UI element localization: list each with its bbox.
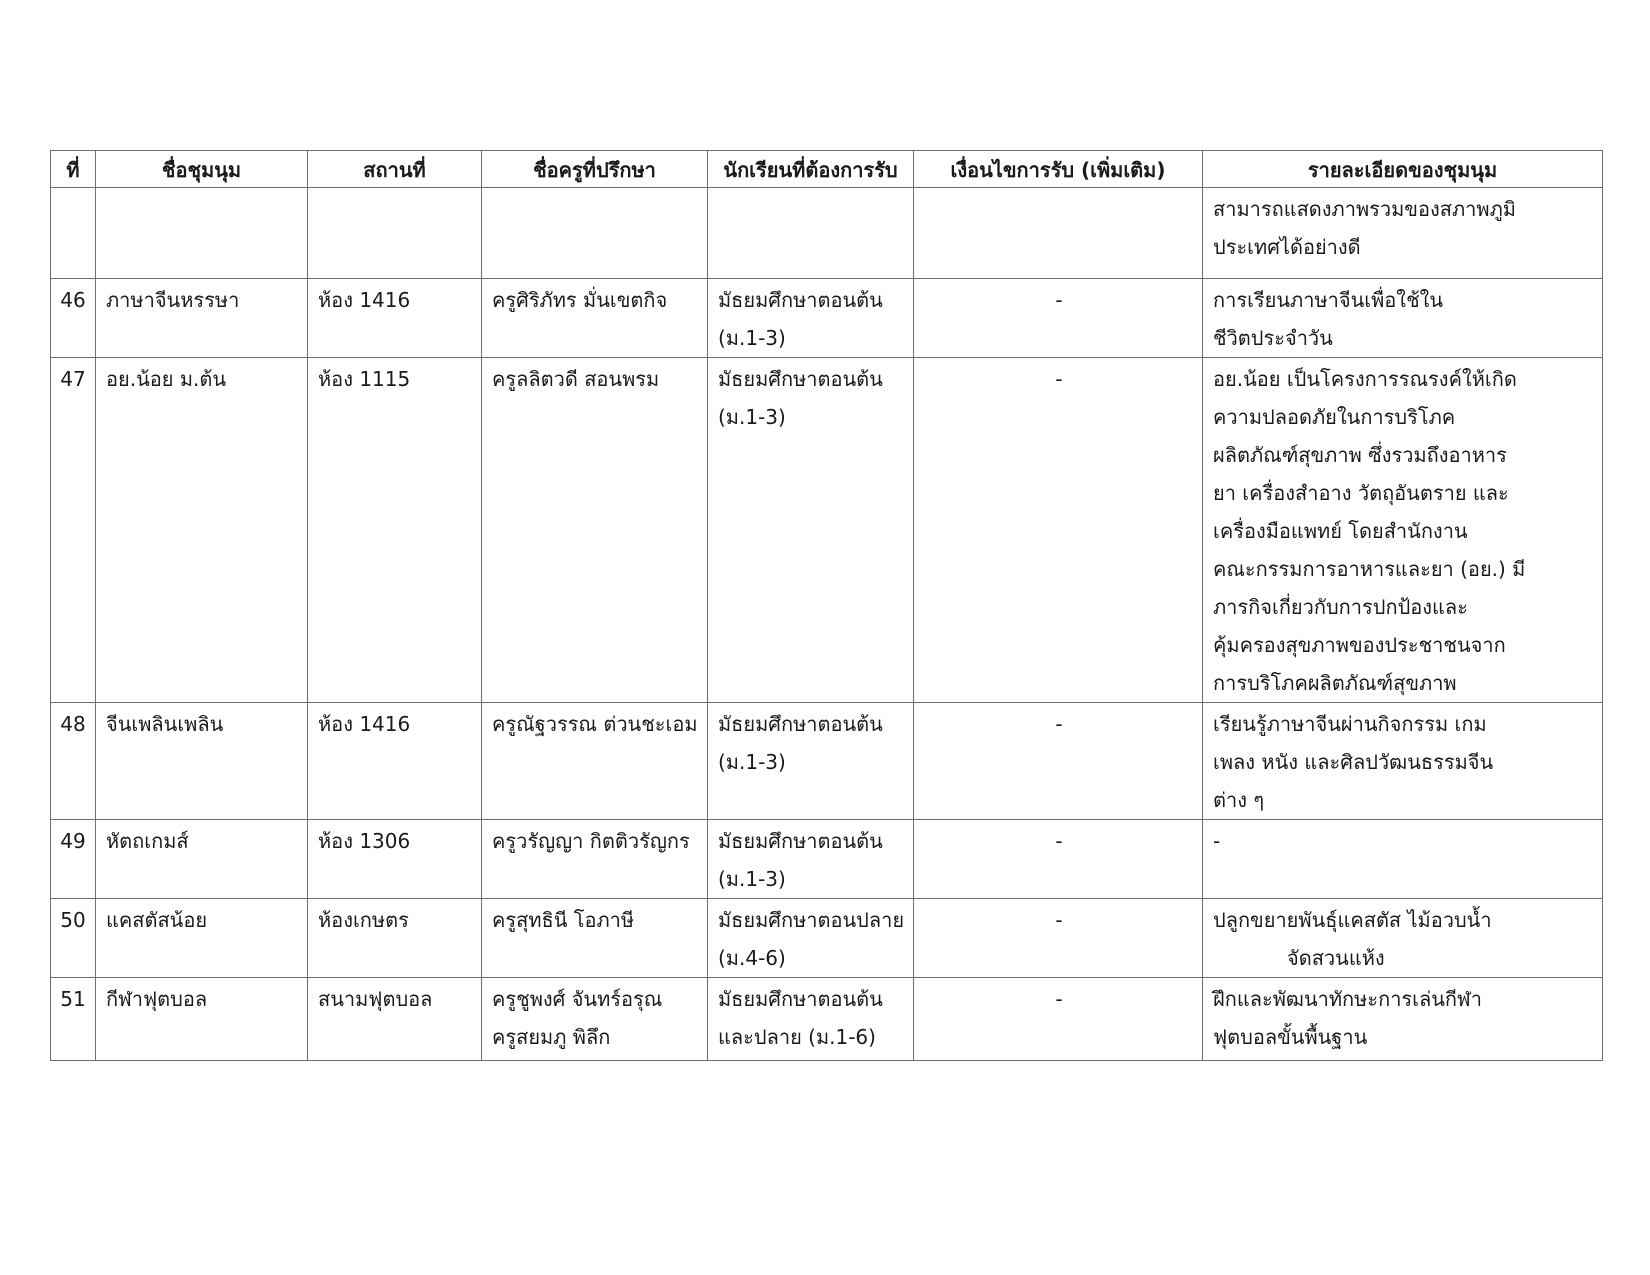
cell-place: ห้อง 1115 <box>308 358 482 703</box>
header-conditions: เงื่อนไขการรับ (เพิ่มเติม) <box>914 151 1203 188</box>
detail-line: ยา เครื่องสำอาง วัตถุอันตราย และ <box>1213 481 1509 505</box>
detail-line: คณะกรรมการอาหารและยา (อย.) มี <box>1213 557 1526 581</box>
detail-line: ภารกิจเกี่ยวกับการปกป้องและ <box>1213 595 1468 619</box>
detail-line: ฟุตบอลขั้นพื้นฐาน <box>1213 1025 1368 1049</box>
cell-details <box>1203 978 1603 1061</box>
students-line: มัธยมศึกษาตอนต้น <box>718 367 883 391</box>
cell-conditions: - <box>914 358 1203 703</box>
cell-details <box>1203 899 1603 978</box>
cell-students <box>708 703 914 820</box>
cell-no: 48 <box>51 703 96 820</box>
cell-no: 46 <box>51 279 96 358</box>
cell-advisor <box>482 188 708 279</box>
cell-advisor <box>482 978 708 1061</box>
cell-conditions: - <box>914 978 1203 1061</box>
cell-conditions: - <box>914 820 1203 899</box>
detail-line: เพลง หนัง และศิลปวัฒนธรรมจีน <box>1213 750 1494 774</box>
students-line: มัธยมศึกษาตอนต้น <box>718 288 883 312</box>
detail-line: การเรียนภาษาจีนเพื่อใช้ใน <box>1213 288 1444 312</box>
students-line: มัธยมศึกษาตอนปลาย <box>718 908 905 932</box>
table-row <box>51 820 1603 899</box>
detail-line: จัดสวนแห้ง <box>1287 946 1385 970</box>
cell-no <box>51 188 96 279</box>
cell-place: ห้อง 1306 <box>308 820 482 899</box>
cell-conditions <box>914 188 1203 279</box>
header-club: ชื่อชุมนุม <box>96 151 308 188</box>
table-row <box>51 899 1603 978</box>
cell-club: กีฬาฟุตบอล <box>96 978 308 1061</box>
cell-students <box>708 279 914 358</box>
advisor-line: ครูสยมภู พิลึก <box>492 1025 611 1049</box>
advisor-line: ครูณัฐวรรณ ต่วนชะเอม <box>492 712 698 736</box>
cell-club: จีนเพลินเพลิน <box>96 703 308 820</box>
students-line: (ม.4-6) <box>718 946 786 970</box>
students-line: (ม.1-3) <box>718 405 786 429</box>
header-row <box>51 151 1603 188</box>
advisor-line: ครูวรัญญา กิตติวรัญกร <box>492 829 690 853</box>
students-line: มัธยมศึกษาตอนต้น <box>718 987 883 1011</box>
club-table <box>50 150 1603 1061</box>
students-line: และปลาย (ม.1-6) <box>718 1025 876 1049</box>
cell-club: ภาษาจีนหรรษา <box>96 279 308 358</box>
table-row <box>51 703 1603 820</box>
cell-students <box>708 820 914 899</box>
advisor-line: ครูสุทธินี โอภาษี <box>492 908 635 932</box>
cell-no: 50 <box>51 899 96 978</box>
cell-no: 47 <box>51 358 96 703</box>
students-line: (ม.1-3) <box>718 750 786 774</box>
detail-line: ความปลอดภัยในการบริโภค <box>1213 405 1456 429</box>
advisor-line: ครูศิริภัทร มั่นเขตกิจ <box>492 288 668 312</box>
cell-advisor <box>482 358 708 703</box>
cell-details <box>1203 358 1603 703</box>
detail-line: ชีวิตประจำวัน <box>1213 326 1333 350</box>
cell-club: แคสตัสน้อย <box>96 899 308 978</box>
table-row <box>51 279 1603 358</box>
cell-club: อย.น้อย ม.ต้น <box>96 358 308 703</box>
cell-students <box>708 978 914 1061</box>
cell-advisor <box>482 899 708 978</box>
detail-line: ฝึกและพัฒนาทักษะการเล่นกีฬา <box>1213 987 1482 1011</box>
header-place: สถานที่ <box>308 151 482 188</box>
cell-advisor <box>482 820 708 899</box>
cell-details <box>1203 703 1603 820</box>
table-row-continuation <box>51 188 1603 279</box>
header-no: ที่ <box>51 151 96 188</box>
cell-conditions: - <box>914 703 1203 820</box>
cell-place: ห้องเกษตร <box>308 899 482 978</box>
detail-line: เครื่องมือแพทย์ โดยสำนักงาน <box>1213 519 1468 543</box>
document-sheet <box>50 150 1602 1061</box>
detail-line: เรียนรู้ภาษาจีนผ่านกิจกรรม เกม <box>1213 712 1487 736</box>
students-line: (ม.1-3) <box>718 867 786 891</box>
cell-place <box>308 188 482 279</box>
cell-advisor <box>482 703 708 820</box>
detail-line: ต่าง ๆ <box>1213 788 1265 812</box>
header-advisor: ชื่อครูที่ปรึกษา <box>482 151 708 188</box>
table-row <box>51 358 1603 703</box>
detail-line: ผลิตภัณฑ์สุขภาพ ซึ่งรวมถึงอาหาร <box>1213 443 1507 467</box>
students-line: (ม.1-3) <box>718 326 786 350</box>
cell-conditions: - <box>914 899 1203 978</box>
advisor-line: ครูลลิตวดี สอนพรม <box>492 367 660 391</box>
cell-club <box>96 188 308 279</box>
table-row <box>51 978 1603 1061</box>
detail-line: คุ้มครองสุขภาพของประชาชนจาก <box>1213 633 1506 657</box>
detail-line: สามารถแสดงภาพรวมของสภาพภูมิ <box>1213 197 1516 221</box>
advisor-line: ครูชูพงศ์ จันทร์อรุณ <box>492 987 663 1011</box>
header-students: นักเรียนที่ต้องการรับ <box>708 151 914 188</box>
detail-line: - <box>1213 829 1221 853</box>
cell-details <box>1203 279 1603 358</box>
cell-no: 49 <box>51 820 96 899</box>
header-details: รายละเอียดของชุมนุม <box>1203 151 1603 188</box>
detail-line: ปลูกขยายพันธุ์แคสตัส ไม้อวบน้ำ <box>1213 908 1492 932</box>
cell-details <box>1203 820 1603 899</box>
cell-club: หัตถเกมส์ <box>96 820 308 899</box>
cell-place: ห้อง 1416 <box>308 279 482 358</box>
students-line: มัธยมศึกษาตอนต้น <box>718 712 883 736</box>
detail-line: การบริโภคผลิตภัณฑ์สุขภาพ <box>1213 671 1457 695</box>
cell-students <box>708 899 914 978</box>
cell-conditions: - <box>914 279 1203 358</box>
cell-place: ห้อง 1416 <box>308 703 482 820</box>
cell-students <box>708 358 914 703</box>
cell-details <box>1203 188 1603 279</box>
detail-line: อย.น้อย เป็นโครงการรณรงค์ให้เกิด <box>1213 367 1517 391</box>
cell-advisor <box>482 279 708 358</box>
cell-place: สนามฟุตบอล <box>308 978 482 1061</box>
cell-students <box>708 188 914 279</box>
cell-no: 51 <box>51 978 96 1061</box>
detail-line: ประเทศได้อย่างดี <box>1213 235 1361 259</box>
students-line: มัธยมศึกษาตอนต้น <box>718 829 883 853</box>
